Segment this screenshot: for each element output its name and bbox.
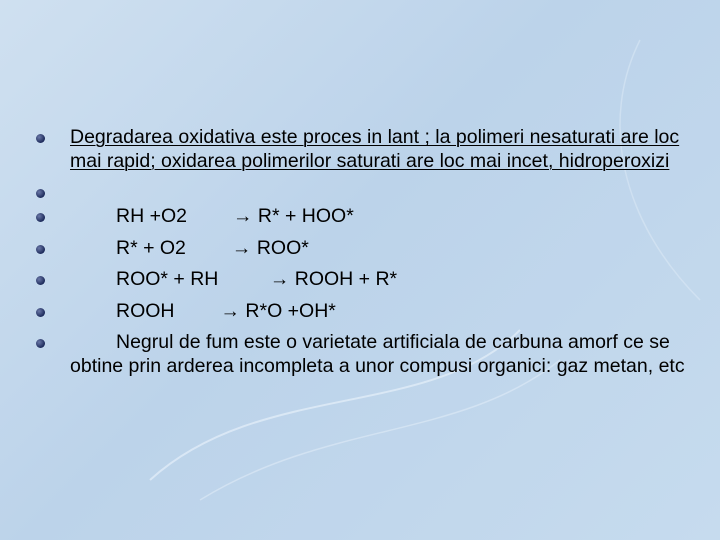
bullet-text: Negrul de fum este o varietate artificiala de carbuna amorf ce se obtine prin arderea incompleta a unor compusi organici: gaz metan, etc <box>70 331 685 377</box>
equation-right: ROOH + R* <box>289 268 398 290</box>
equation-left: ROO* + RH <box>116 268 224 290</box>
bullet-icon <box>36 213 45 222</box>
bullet-item-degradation <box>36 126 686 173</box>
bullet-icon <box>36 308 45 317</box>
arrow-right-icon: → <box>220 299 240 322</box>
bullet-icon <box>36 189 45 198</box>
equation-right: R*O +OH* <box>240 299 336 322</box>
bullet-text: Degradarea oxidativa este proces in lant ; la polimeri nesaturati are loc mai rapid; oxidarea polimerilor saturati are loc mai incet, hidroperoxizi <box>70 126 680 172</box>
equation-left: RH +O2 <box>116 205 187 227</box>
bullet-icon <box>36 276 45 285</box>
equation-right: ROO* <box>251 236 309 259</box>
arrow-right-icon: → <box>269 268 290 290</box>
bullet-icon <box>36 134 45 143</box>
bullet-list <box>36 126 686 378</box>
bullet-item-equation-3 <box>36 268 686 292</box>
bullet-item-empty <box>36 181 686 205</box>
bullet-icon <box>36 339 45 348</box>
arrow-right-icon: → <box>232 205 253 227</box>
equation-left: R* + O2 <box>116 236 186 259</box>
bullet-item-equation-4 <box>36 300 686 324</box>
bullet-item-carbon-black <box>36 331 686 378</box>
equation-right: R* + HOO* <box>252 205 354 227</box>
arrow-right-icon: → <box>231 236 252 259</box>
bullet-item-equation-2 <box>36 237 686 261</box>
bullet-icon <box>36 245 45 254</box>
bullet-item-equation-1 <box>36 205 686 229</box>
equation-left: ROOH <box>116 299 175 322</box>
